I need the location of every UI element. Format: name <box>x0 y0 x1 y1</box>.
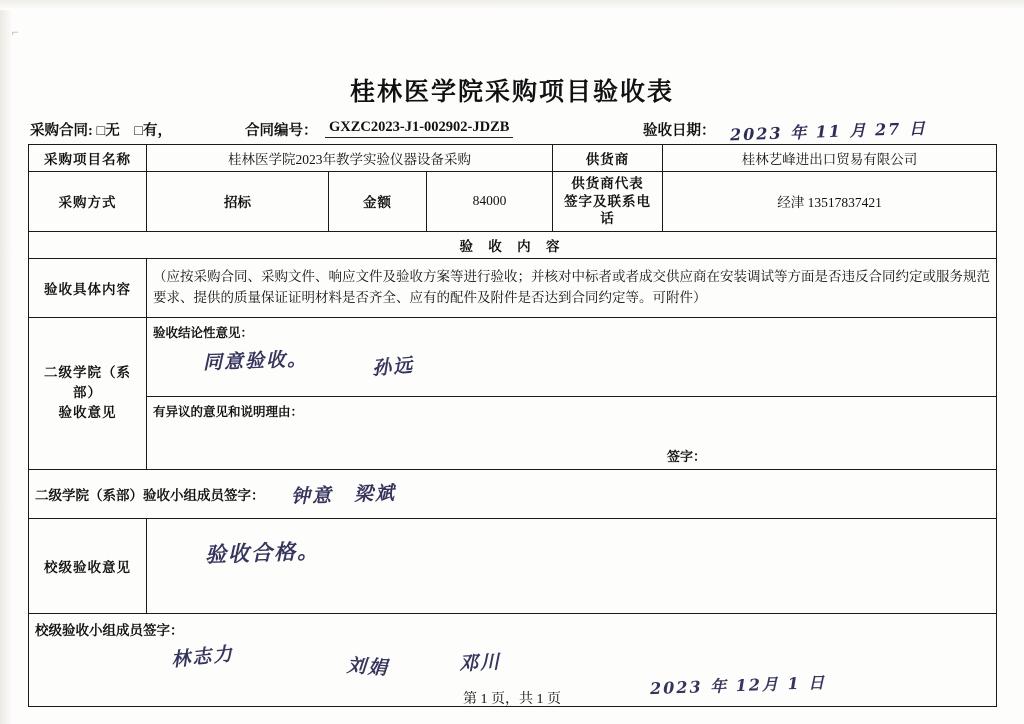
dissent-signature-label: 签字： <box>667 448 707 464</box>
college-opinion-label-line1: 二级学院（系部） <box>44 364 131 401</box>
group-members-handwriting: 钟意 梁斌 <box>290 482 396 508</box>
table-row-group-members <box>29 469 997 518</box>
contract-header-row <box>30 118 994 145</box>
conclusion-signature-handwriting: 孙远 <box>371 353 416 380</box>
supplier-contact-value: 经津 13517837421 <box>663 172 997 232</box>
supplier-contact-label-line2: 签字及联系电话 <box>564 193 652 227</box>
acceptance-detail-label: 验收具体内容 <box>29 258 147 317</box>
supplier-value: 桂林艺峰进出口贸易有限公司 <box>663 145 997 172</box>
table-row-section-title <box>29 231 997 258</box>
scan-artifact-icon: ⌐ <box>12 25 19 39</box>
dissent-label: 有异议的意见和说明理由： <box>153 404 304 419</box>
table-row-project <box>29 145 997 172</box>
conclusion-handwriting: 同意验收。 <box>202 347 309 374</box>
school-opinion-cell <box>147 518 997 613</box>
amount-label: 金额 <box>329 172 427 232</box>
conclusion-cell <box>147 317 997 396</box>
purchase-method-value: 招标 <box>147 172 329 232</box>
school-member-signature-1: 林志力 <box>170 642 236 671</box>
acceptance-form-table <box>28 144 997 707</box>
acceptance-date-label: 验收日期： <box>643 123 716 139</box>
conclusion-label: 验收结论性意见： <box>153 325 254 340</box>
college-opinion-label <box>29 317 147 469</box>
table-row-school-opinion <box>29 518 997 613</box>
acceptance-date-value: 2023 年 11 月 27 日 <box>729 118 928 145</box>
contract-number-label: 合同编号： <box>245 123 318 139</box>
amount-value: 84000 <box>427 172 553 232</box>
acceptance-detail-text: （应按采购合同、采购文件、响应文件及验收方案等进行验收；并核对中标者或者成交供应商在安装调试等方面是否违反合同约定或服务规范要求、提供的质量保证证明材料是否齐全、应有的配件及附件是否达到合同约定等。可附件） <box>147 258 997 317</box>
table-row-method <box>29 172 997 232</box>
supplier-contact-label <box>553 172 663 232</box>
dissent-cell <box>147 396 997 469</box>
group-members-label: 二级学院（系部）验收小组成员签字： <box>35 487 265 503</box>
school-acceptance-date-handwriting: 2023 年 12月 1 日 <box>649 672 827 698</box>
group-members-cell <box>29 469 997 518</box>
supplier-contact-label-line1: 供货商代表 <box>571 176 644 191</box>
contract-presence-label: 采购合同: □无 □有， <box>30 123 172 139</box>
scan-edge-left <box>0 0 14 724</box>
school-opinion-handwriting: 验收合格。 <box>204 537 321 567</box>
table-row-dissent <box>29 396 997 469</box>
page-title: 桂林医学院采购项目验收表 <box>349 79 674 106</box>
college-opinion-label-line2: 验收意见 <box>58 405 117 421</box>
table-row-detail <box>29 258 997 317</box>
contract-number-value: GXZC2023-J1-002902-JDZB <box>325 119 513 138</box>
school-members-label: 校级验收小组成员签字： <box>35 622 184 638</box>
page-footer: 第 1 页，共 1 页 <box>463 692 561 707</box>
supplier-label: 供货商 <box>553 145 663 172</box>
school-opinion-label: 校级验收意见 <box>29 518 147 613</box>
project-name-value: 桂林医学院2023年教学实验仪器设备采购 <box>147 145 553 172</box>
acceptance-content-title: 验 收 内 容 <box>29 231 997 258</box>
school-member-signature-3: 邓川 <box>458 650 502 675</box>
group-members-wrap <box>35 480 990 507</box>
table-row-conclusion <box>29 317 997 396</box>
purchase-method-label: 采购方式 <box>29 172 147 232</box>
school-member-signature-2: 刘娟 <box>346 654 390 680</box>
project-name-label: 采购项目名称 <box>29 145 147 172</box>
scan-edge-top <box>0 0 1024 10</box>
